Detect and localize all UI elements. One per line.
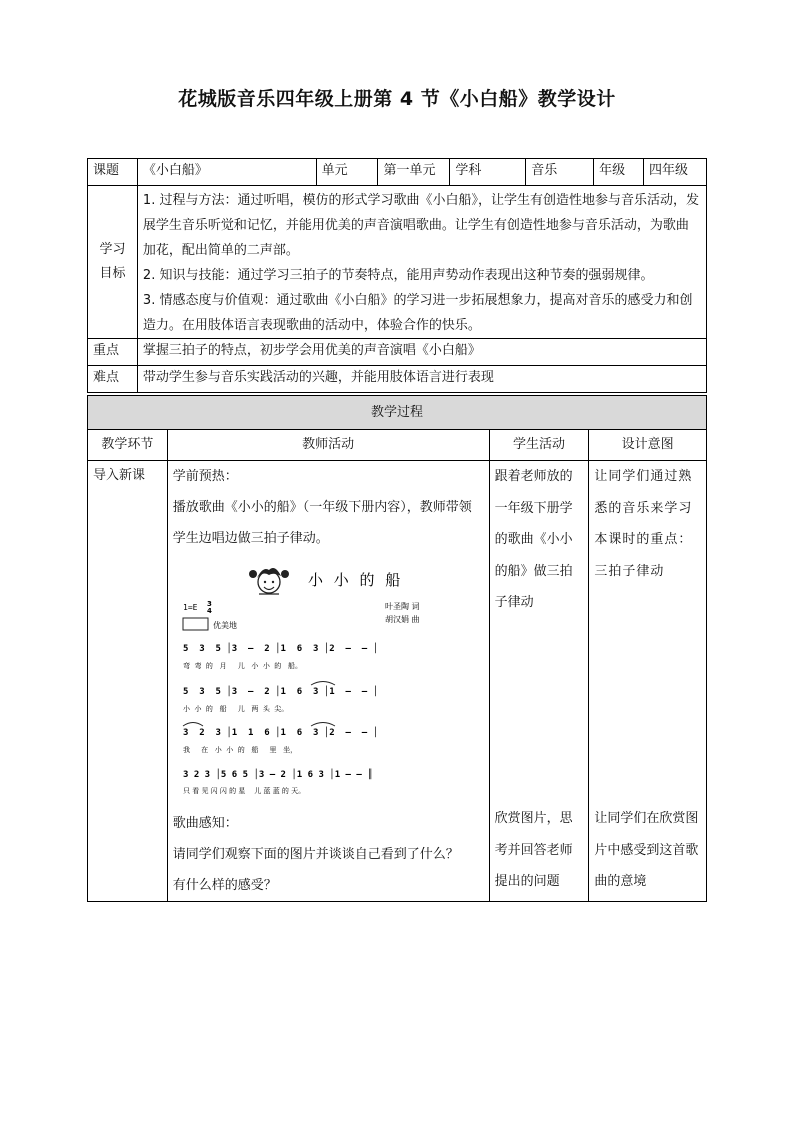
grade-label: 年级 (594, 159, 644, 186)
col-teacher: 教师活动 (167, 430, 489, 461)
topic-value: 《小白船》 (137, 159, 316, 186)
design-intent-1: 让同学们通过熟悉的音乐来学习本课时的重点：三拍子律动 (594, 469, 693, 579)
music-score-image (173, 560, 463, 800)
teacher-warmup-heading: 学前预热： (172, 469, 238, 484)
key-label: 重点 (88, 339, 138, 366)
teacher-cell (167, 461, 489, 902)
teacher-perception-question: 请同学们观察下面的图片并谈谈自己看到了什么？ (172, 847, 459, 862)
col-design: 设计意图 (589, 430, 707, 461)
goals-label (88, 186, 138, 339)
composer: 胡汉娟 曲 (384, 615, 420, 624)
goals-label-line2: 目标 (99, 266, 126, 281)
score-line-4-lyrics: 只 看 见 闪 闪 的 星 儿 蓝 蓝 的 天。 (182, 787, 305, 795)
key-text: 掌握三拍子的特点，初步学会用优美的声音演唱《小白船》 (137, 339, 706, 366)
info-row (88, 159, 707, 186)
score-line-2-lyrics: 小 小 的 船 儿 两 头 尖。 (182, 705, 289, 713)
goal-2: 2. 知识与技能：通过学习三拍子的节奏特点，能用声势动作表现出这种节奏的强弱规律。 (142, 268, 654, 283)
slur-2 (311, 682, 335, 686)
process-header-row (88, 396, 707, 430)
music-score-svg (173, 560, 463, 800)
goals-label-line1: 学习 (99, 242, 126, 257)
process-table (87, 395, 707, 902)
score-line-1-lyrics: 弯 弯 的 月 儿 小 小 的 船。 (182, 662, 302, 670)
score-line-3-lyrics: 我 在 小 小 的 船 里 坐， (182, 746, 297, 754)
child-face-illustration (249, 568, 289, 594)
key-signature: 1=E (182, 603, 198, 612)
teacher-perception-question-2: 有什么样的感受？ (172, 878, 277, 893)
goals-row (88, 186, 707, 339)
score-line-3-notes: 3 2 3 │1 1 6 │1 6 3 │2 – – │ (182, 728, 378, 738)
student-activity-1: 跟着老师放的一年级下册学的歌曲《小小的船》做三拍子律动 (494, 469, 573, 610)
score-line-4-notes: 3 2 3 │5 6 5 │3 – 2 │1 6 3 │1 – – ║ (182, 770, 373, 780)
process-columns-row (88, 430, 707, 461)
student-cell (489, 461, 589, 902)
process-header: 教学过程 (88, 396, 707, 430)
design-cell (589, 461, 707, 902)
student-activity-2: 欣赏图片，思考并回答老师提出的问题 (494, 811, 573, 889)
goals-text (137, 186, 706, 339)
topic-label: 课题 (88, 159, 138, 186)
teacher-perception-heading: 歌曲感知： (172, 816, 238, 831)
lesson-info-table (87, 158, 707, 393)
grade-value: 四年级 (644, 159, 707, 186)
difficulty-row (88, 366, 707, 393)
stage-cell: 导入新课 (88, 461, 168, 902)
score-line-1-notes: 5 3 5 │3 – 2 │1 6 3 │2 – – │ (182, 644, 378, 654)
tempo-box (183, 618, 208, 630)
time-sig-top: 3 (206, 600, 212, 608)
design-intent-2: 让同学们在欣赏图片中感受到这首歌曲的意境 (594, 811, 699, 889)
slur-3b (311, 723, 335, 727)
goal-1: 1. 过程与方法：通过听唱，模仿的形式学习歌曲《小白船》，让学生有创造性地参与音乐活动，发展学生音乐听觉和记忆，并能用优美的声音演唱歌曲。让学生有创造性地参与音乐活动，为歌曲加花，配出简单的二声部。 (142, 193, 699, 258)
process-row (88, 461, 707, 902)
document-title: 花城版音乐四年级上册第 4 节《小白船》教学设计 (178, 88, 616, 110)
col-student: 学生活动 (489, 430, 589, 461)
lyricist: 叶圣陶 词 (384, 602, 420, 611)
teacher-warmup-text: 播放歌曲《小小的船》（一年级下册内容），教师带领学生边唱边做三拍子律动。 (172, 500, 472, 546)
slur-3a (183, 723, 203, 727)
difficulty-text: 带动学生参与音乐实践活动的兴趣，并能用肢体语言进行表现 (137, 366, 706, 393)
subject-label: 学科 (450, 159, 526, 186)
key-row (88, 339, 707, 366)
time-sig-bottom: 4 (206, 607, 212, 615)
unit-value: 第一单元 (378, 159, 450, 186)
mood-marking: 优美地 (212, 621, 237, 630)
score-line-2-notes: 5 3 5 │3 – 2 │1 6 3 │1 – – │ (182, 687, 378, 697)
unit-label: 单元 (316, 159, 378, 186)
goal-3: 3. 情感态度与价值观：通过歌曲《小白船》的学习进一步拓展想象力，提高对音乐的感受力和创造力。在用肢体语言表现歌曲的活动中，体验合作的快乐。 (142, 293, 693, 333)
subject-value: 音乐 (526, 159, 594, 186)
col-stage: 教学环节 (88, 430, 168, 461)
song-title: 小 小 的 船 (307, 571, 404, 589)
difficulty-label: 难点 (88, 366, 138, 393)
